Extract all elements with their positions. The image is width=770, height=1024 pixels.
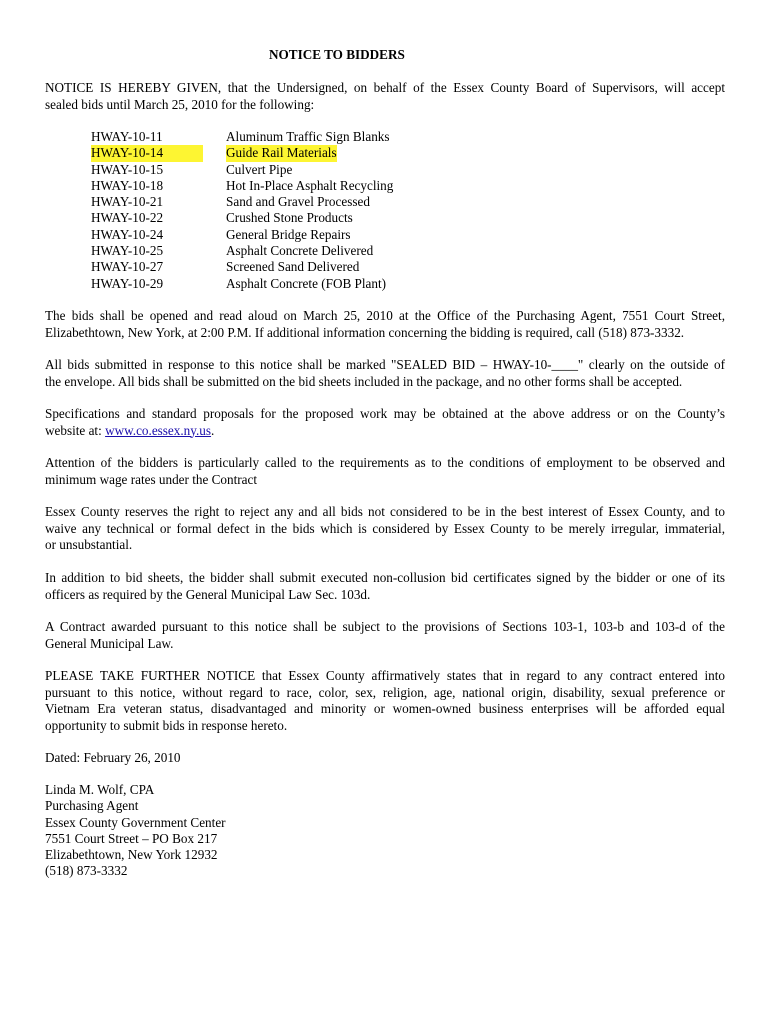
bid-description: General Bridge Repairs [226,226,351,242]
bid-code: HWAY-10-24 [91,226,164,242]
collusion-paragraph [45,570,725,603]
bid-code: HWAY-10-11 [91,129,163,144]
further-line-3: Vietnam Era veteran status, disadvantaged and minority or women-owned business enterprises will be afforded equal [45,701,725,716]
contract-line-2: General Municipal Law. [45,635,174,651]
collusion-line-2: officers as required by the General Municipal Law Sec. 103d. [45,586,371,602]
specs-paragraph [45,406,725,439]
intro-line-1: NOTICE IS HEREBY GIVEN, that the Undersigned, on behalf of the Essex County Board of Supervisors, will accept [45,80,725,95]
signatory-position: Purchasing Agent [45,798,139,814]
bid-description: Crushed Stone Products [226,210,353,226]
bid-description: Screened Sand Delivered [226,259,360,275]
document-title: NOTICE TO BIDDERS [269,47,405,62]
bid-code: HWAY-10-29 [91,275,164,291]
dated-line [45,750,725,767]
signatory-phone: (518) 873-3332 [45,863,128,879]
opening-line-2: Elizabethtown, New York, at 2:00 P.M. If additional information concerning the bidding is required, call (518) 873-3332. [45,324,685,340]
further-line-2: pursuant to this notice, without regard to race, color, sex, religion, age, national origin, disability, sexual preference or [45,684,725,700]
bid-code: HWAY-10-18 [91,177,164,193]
reserve-line-3: or unsubstantial. [45,537,133,552]
bid-code: HWAY-10-14 [91,145,203,161]
bid-code: HWAY-10-22 [91,210,164,226]
signatory-name: Linda M. Wolf, CPA [45,782,155,797]
attention-line-1: Attention of the bidders is particularly called to the requirements as to the conditions of employment to be observed and [45,455,725,470]
intro-paragraph [45,80,725,113]
specs-line-2-suffix: . [211,422,215,438]
bid-description: Hot In-Place Asphalt Recycling [226,177,394,193]
bid-code: HWAY-10-27 [91,259,164,275]
signatory-street: 7551 Court Street – PO Box 217 [45,830,218,846]
contract-paragraph [45,619,725,652]
further-line-1: PLEASE TAKE FURTHER NOTICE that Essex County affirmatively states that in regard to any contract entered into [45,668,725,683]
bid-description: Guide Rail Materials [226,145,337,161]
collusion-line-1: In addition to bid sheets, the bidder shall submit executed non-collusion bid certificates signed by the bidder or one of its [45,570,725,585]
signatory-city: Elizabethtown, New York 12932 [45,847,218,863]
bid-description: Aluminum Traffic Sign Blanks [226,129,390,144]
dated-text: Dated: February 26, 2010 [45,750,181,765]
county-website-link[interactable]: www.co.essex.ny.us [105,422,212,438]
opening-line-1: The bids shall be opened and read aloud on March 25, 2010 at the Office of the Purchasing Agent, 7551 Court Street, [45,308,725,323]
further-notice-paragraph [45,668,725,734]
bid-description: Asphalt Concrete Delivered [226,243,374,259]
signature-block [45,782,226,880]
further-line-4: opportunity to submit bids in response hereto. [45,717,288,733]
bid-code: HWAY-10-25 [91,243,164,259]
marking-paragraph [45,357,725,390]
signatory-office: Essex County Government Center [45,814,226,830]
specs-line-2 [45,423,725,440]
bid-code: HWAY-10-21 [91,194,164,210]
bid-description: Sand and Gravel Processed [226,194,370,210]
attention-line-2: minimum wage rates under the Contract [45,471,258,487]
intro-line-2: sealed bids until March 25, 2010 for the following: [45,96,315,112]
bid-code: HWAY-10-15 [91,161,164,177]
marking-line-2: the envelope. All bids shall be submitted on the bid sheets included in the package, and no other forms shall be accepted. [45,373,683,389]
specs-line-1: Specifications and standard proposals for the proposed work may be obtained at the above address or on the County’s [45,406,725,421]
bid-description: Asphalt Concrete (FOB Plant) [226,275,387,291]
bid-description: Culvert Pipe [226,161,293,177]
reserve-line-1: Essex County reserves the right to reject any and all bids not considered to be in the best interest of Essex County, and to [45,504,725,519]
reserve-line-2: waive any technical or formal defect in the bids which is considered by Essex County to be merely irregular, immaterial, [45,520,725,536]
reserve-paragraph [45,504,725,554]
opening-paragraph [45,308,725,341]
attention-paragraph [45,455,725,488]
specs-line-2-prefix: website at: [45,422,106,438]
contract-line-1: A Contract awarded pursuant to this notice shall be subject to the provisions of Sections 103-1, 103-b and 103-d of the [45,619,725,634]
marking-line-1: All bids submitted in response to this notice shall be marked "SEALED BID – HWAY-10-____" clearly on the outside of [45,357,725,372]
